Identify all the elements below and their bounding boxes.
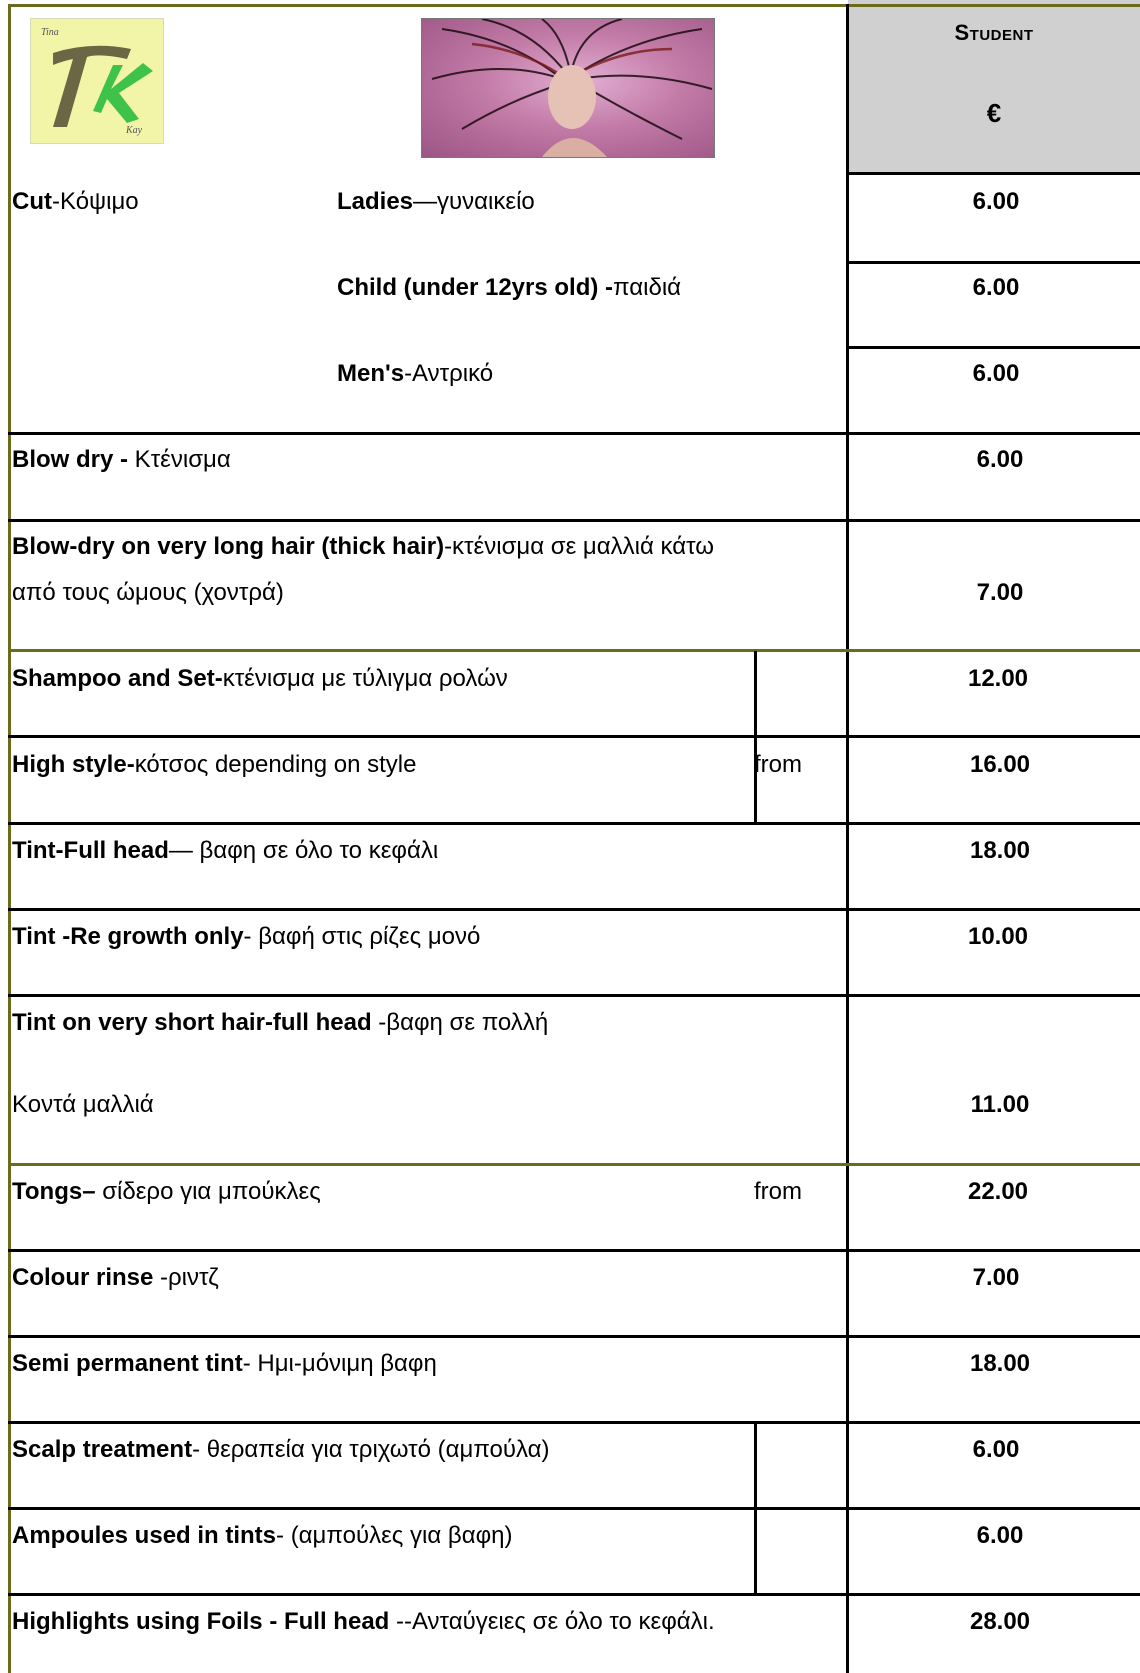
service-name-gr: -κτένισμα σε μαλλιά κάτω [444, 533, 714, 560]
row-divider [8, 994, 1140, 997]
price-note-from: from [754, 1178, 802, 1205]
currency-symbol: € [986, 98, 1002, 128]
service-name [337, 188, 535, 216]
service-price: 11.00 [970, 1091, 1030, 1118]
svg-text:Tina: Tina [41, 27, 59, 38]
row-divider [8, 908, 1140, 911]
row-divider [8, 822, 1140, 825]
service-name-gr: κτένισμα με τύλιγμα ρολών [222, 665, 508, 692]
service-name [12, 665, 508, 693]
service-name [12, 837, 438, 865]
service-price: 28.00 [969, 1608, 1031, 1635]
service-price: 12.00 [967, 665, 1029, 692]
row-divider [8, 1249, 1140, 1252]
service-name-en: Tint on very short hair-full head [12, 1009, 372, 1036]
service-name-en: Semi permanent tint [12, 1350, 243, 1377]
row-divider [8, 1163, 1140, 1166]
service-group-cut [12, 188, 139, 216]
service-name-gr: κότσος depending on style [134, 751, 417, 778]
row-divider [846, 346, 1140, 349]
service-name [12, 1608, 715, 1636]
price-note-from: from [754, 751, 802, 778]
service-name-en: High style- [12, 751, 135, 778]
service-name [12, 533, 714, 561]
service-name [12, 923, 480, 951]
service-name-en: Scalp treatment [12, 1436, 193, 1463]
service-name-gr: —γυναικείο [413, 188, 535, 215]
service-name-gr: — βαφη σε όλο το κεφάλι [168, 837, 439, 864]
service-name-gr: - (αμπούλες για βαφη) [276, 1522, 513, 1549]
row-divider [8, 432, 1140, 435]
service-name-en: Ladies [337, 188, 414, 215]
service-name-gr: Κτένισμα [128, 446, 231, 473]
service-price: 6.00 [972, 1436, 1020, 1463]
service-name-gr: --Ανταύγειες σε όλο το κεφάλι. [389, 1608, 715, 1635]
service-price: 7.00 [972, 1264, 1020, 1291]
service-name [12, 1522, 512, 1550]
service-name-gr: παιδιά [613, 274, 682, 301]
service-price: 10.00 [967, 923, 1029, 950]
service-name-en: Blow dry - [12, 446, 129, 473]
service-price: 18.00 [969, 1350, 1031, 1377]
row-divider [8, 735, 1140, 738]
service-name [12, 751, 416, 779]
row-divider [8, 649, 1140, 652]
service-name-en: Tongs– [12, 1178, 96, 1205]
service-name [12, 1178, 321, 1206]
service-name-en: Blow-dry on very long hair (thick hair) [12, 533, 445, 560]
service-name-en: Tint-Full head [12, 837, 169, 864]
service-name-en: Ampoules used in tints [12, 1522, 277, 1549]
service-name [337, 274, 681, 302]
service-name-gr: -βαφη σε πολλή [371, 1009, 549, 1036]
service-price: 6.00 [972, 360, 1020, 387]
service-price: 7.00 [976, 579, 1024, 606]
service-name [12, 1350, 437, 1378]
service-name [12, 1264, 219, 1292]
service-name-continued: από τους ώμους (χοντρά) [12, 579, 284, 606]
service-price: 6.00 [976, 1522, 1024, 1549]
service-name [12, 1436, 550, 1464]
row-divider [8, 1335, 1140, 1338]
row-divider [8, 519, 1140, 522]
note-column-divider [754, 1421, 757, 1593]
service-price: 16.00 [969, 751, 1031, 778]
service-name-gr: -Αντρικό [404, 360, 494, 387]
service-name-en: Highlights using Foils - Full head [12, 1608, 390, 1635]
service-name-gr: - βαφή στις ρίζες μονό [243, 923, 481, 950]
student-column-title: Student [954, 20, 1034, 45]
service-name-gr: - Ημι-μόνιμη βαφη [242, 1350, 437, 1377]
service-name [12, 1009, 548, 1037]
table-top-border [8, 4, 1140, 7]
service-price: 6.00 [972, 274, 1020, 301]
service-name-gr: σίδερο για μπούκλες [95, 1178, 321, 1205]
service-price: 22.00 [967, 1178, 1029, 1205]
service-name-en: Child (under 12yrs old) - [337, 274, 614, 301]
service-name-continued: Κοντά μαλλιά [12, 1091, 154, 1118]
service-name-gr: - θεραπεία για τριχωτό (αμπούλα) [192, 1436, 550, 1463]
row-divider [846, 172, 1140, 175]
service-name-en: Tint -Re growth only [12, 923, 244, 950]
service-price: 6.00 [972, 188, 1020, 215]
service-name-en: Shampoo and Set- [12, 665, 223, 692]
hair-model-photo [421, 18, 715, 158]
group-label: Cut [12, 188, 52, 215]
row-divider [8, 1507, 1140, 1510]
svg-text:Kay: Kay [126, 125, 143, 136]
service-price: 18.00 [969, 837, 1031, 864]
service-name [337, 360, 493, 388]
group-label-greek: -Κόψιμο [51, 188, 139, 215]
service-name [12, 446, 231, 474]
service-name-gr: -ριντζ [153, 1264, 219, 1291]
row-divider [846, 261, 1140, 264]
row-divider [8, 1593, 1140, 1596]
salon-logo [30, 18, 164, 144]
note-column-divider [754, 651, 757, 822]
service-name-en: Colour rinse [12, 1264, 154, 1291]
service-price: 6.00 [976, 446, 1024, 473]
service-name-en: Men's [337, 360, 405, 387]
row-divider [8, 1421, 1140, 1424]
